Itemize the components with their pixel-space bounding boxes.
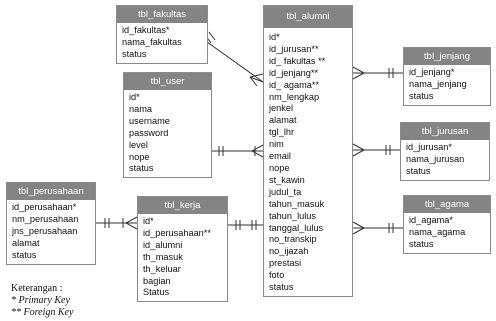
field: nama <box>129 103 152 114</box>
field: id_ agama** <box>269 79 320 90</box>
legend-primary-key: * Primary Key <box>11 295 70 306</box>
field: status <box>409 238 434 249</box>
field: Status <box>143 287 170 298</box>
field: email <box>269 151 291 162</box>
table-fakultas <box>116 5 208 64</box>
field: id_fakultas* <box>122 25 170 35</box>
table-title: tbl_user <box>124 73 211 90</box>
field: id* <box>143 216 154 226</box>
field-list <box>7 200 95 264</box>
field: nope <box>269 162 290 173</box>
field-list <box>404 213 490 253</box>
field: th_masuk <box>143 251 183 262</box>
table-perusahaan <box>6 182 96 265</box>
field: jns_perusahaan <box>12 225 78 236</box>
table-jenjang <box>403 47 491 106</box>
table-user <box>123 72 212 178</box>
field: nama_fakultas <box>122 36 182 47</box>
field: nim <box>269 139 284 150</box>
field: alamat <box>269 115 297 126</box>
field: alamat <box>12 237 40 248</box>
field-list <box>401 140 489 180</box>
field: password <box>129 127 169 138</box>
field: no_transkip <box>269 234 317 245</box>
field: nama_jurusan <box>406 153 465 164</box>
table-jurusan <box>400 122 490 181</box>
table-title: tbl_perusahaan <box>7 183 95 200</box>
field: nm_perusahaan <box>12 213 79 224</box>
field: id* <box>129 92 140 102</box>
field: id* <box>269 32 280 42</box>
table-title: tbl_agama <box>404 196 490 213</box>
field-list <box>117 23 207 63</box>
field: th_keluar <box>143 263 181 274</box>
field: id_agama* <box>409 215 453 225</box>
field: st_kawin <box>269 174 305 185</box>
field: tgl_lhr <box>269 127 295 138</box>
field: status <box>409 90 434 101</box>
field: id_jenjang** <box>269 67 319 78</box>
field: status <box>122 48 147 59</box>
field-list <box>404 65 490 105</box>
field: id_perusahaan* <box>12 202 77 212</box>
legend-title: Keterangan : <box>11 283 63 294</box>
field: nama_agama <box>409 226 466 237</box>
table-alumni <box>263 5 353 297</box>
field: nope <box>129 151 150 162</box>
field: prestasi <box>269 258 302 269</box>
field-list <box>264 28 352 296</box>
field: id_jenjang* <box>409 67 455 77</box>
table-title: tbl_fakultas <box>117 6 207 23</box>
field: status <box>12 249 37 260</box>
field: id_jurusan* <box>406 142 452 152</box>
field: id_perusahaan** <box>143 227 211 238</box>
field-list <box>124 90 211 177</box>
field: foto <box>269 270 285 281</box>
field: id_alumni <box>143 239 183 250</box>
table-title: tbl_jurusan <box>401 123 489 140</box>
field: id_jurusan** <box>269 43 319 54</box>
field: status <box>129 163 154 174</box>
legend-foreign-key: ** Foreign Key <box>11 307 74 318</box>
table-title: tbl_kerja <box>138 197 227 214</box>
table-title: tbl_jenjang <box>404 48 490 65</box>
field: tahun_masuk <box>269 198 325 209</box>
field: level <box>129 139 148 150</box>
field: tahun_lulus <box>269 210 316 221</box>
field: id_ fakultas ** <box>269 55 326 66</box>
field: nama_jenjang <box>409 78 467 89</box>
field: judul_ta <box>269 186 302 197</box>
table-agama <box>403 195 491 254</box>
field: jenkel <box>269 103 294 114</box>
field: bagian <box>143 275 171 286</box>
field: status <box>406 165 431 176</box>
table-title: tbl_alumni <box>264 6 352 28</box>
field: username <box>129 115 170 126</box>
field: tanggal_lulus <box>269 222 324 233</box>
field: nm_lengkap <box>269 91 320 102</box>
legend <box>11 283 73 319</box>
field-list <box>138 214 227 301</box>
field: status <box>269 282 294 293</box>
table-kerja <box>137 196 228 302</box>
field: no_ijazah <box>269 246 309 257</box>
